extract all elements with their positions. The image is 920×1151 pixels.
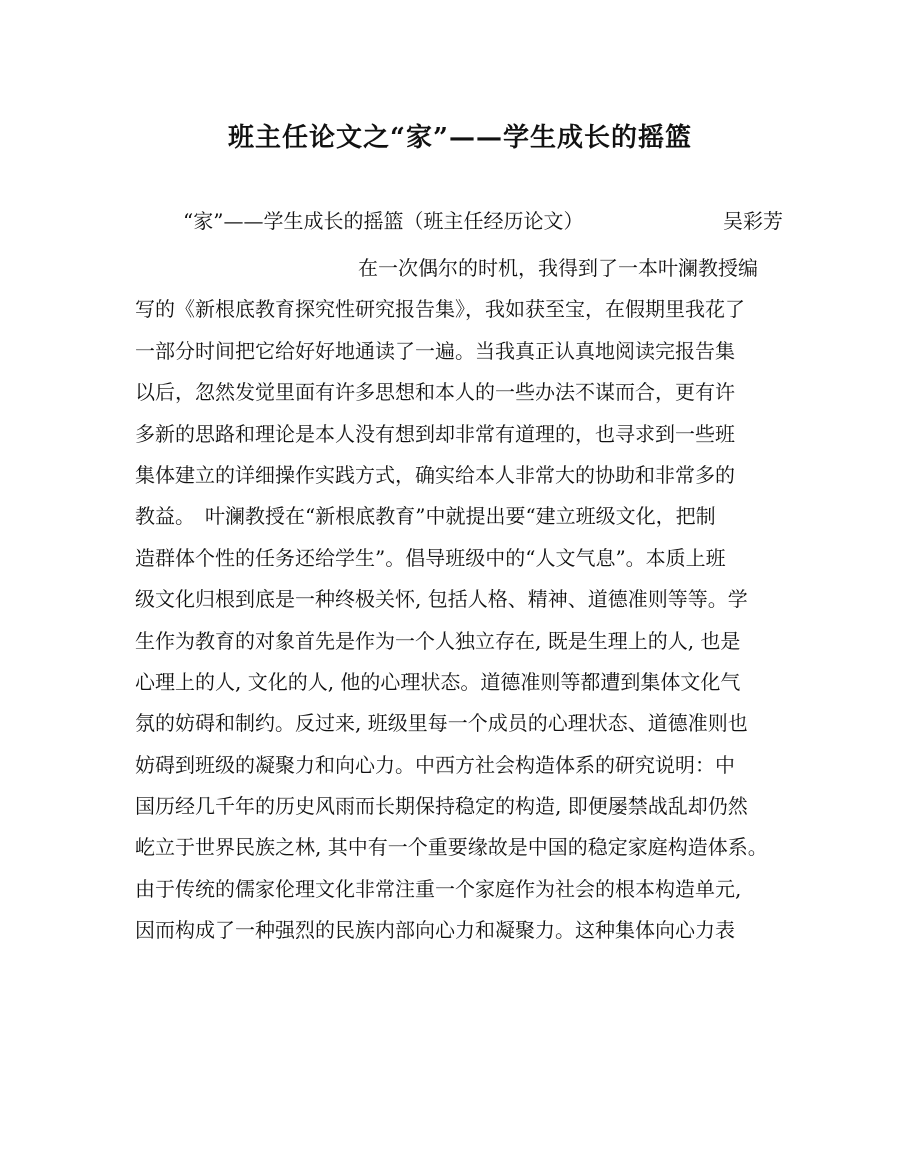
text-line: 因而构成了一种强烈的民族内部向心力和凝聚力。这种集体向心力表	[135, 918, 735, 943]
text-line: 集体建立的详细操作实践方式，确实给本人非常大的协助和非常多的	[135, 462, 735, 487]
text-line: 一部分时间把它给好好地通读了一遍。当我真正认真地阅读完报告集	[135, 338, 735, 363]
subtitle-line	[183, 203, 793, 239]
text-line: 教益。 叶澜教授在“新根底教育”中就提出要“建立班级文化，把制	[135, 504, 716, 529]
text-line: 氛的妨碍和制约。反过来, 班级里每一个成员的心理状态、道德准则也	[135, 711, 748, 736]
document-title: 班主任论文之“家”——学生成长的摇篮	[228, 123, 692, 153]
text-line: 在一次偶尔的时机，我得到了一本叶澜教授编	[358, 256, 758, 280]
text-line: 写的《新根底教育探究性研究报告集》，我如获至宝，在假期里我花了	[135, 297, 745, 322]
text-line: 生作为教育的对象首先是作为一个人独立存在, 既是生理上的人, 也是	[135, 628, 741, 653]
author-name: 吴彩芳	[723, 209, 783, 233]
text-line: 国历经几千年的历史风雨而长期保持稳定的构造, 即便屡禁战乱却仍然	[135, 794, 748, 819]
text-line: 妨碍到班级的凝聚力和向心力。中西方社会构造体系的研究说明：中	[135, 752, 735, 777]
body-text	[135, 250, 800, 954]
text-line: 以后，忽然发觉里面有许多思想和本人的一些办法不谋而合，更有许	[135, 380, 735, 405]
text-line: 级文化归根到底是一种终极关怀, 包括人格、精神、道德准则等等。学	[135, 587, 748, 612]
text-line: 心理上的人, 文化的人, 他的心理状态。道德准则等都遭到集体文化气	[135, 669, 741, 694]
text-line: 造群体个性的任务还给学生”。倡导班级中的“人文气息”。本质上班	[135, 545, 726, 570]
text-line: 屹立于世界民族之林, 其中有一个重要缘故是中国的稳定家庭构造体系。	[135, 835, 768, 860]
text-line: 由于传统的儒家伦理文化非常注重一个家庭作为社会的根本构造单元,	[135, 876, 742, 901]
subtitle: “家”——学生成长的摇篮（班主任经历论文）	[183, 209, 584, 233]
text-line: 多新的思路和理论是本人没有想到却非常有道理的，也寻求到一些班	[135, 421, 735, 446]
